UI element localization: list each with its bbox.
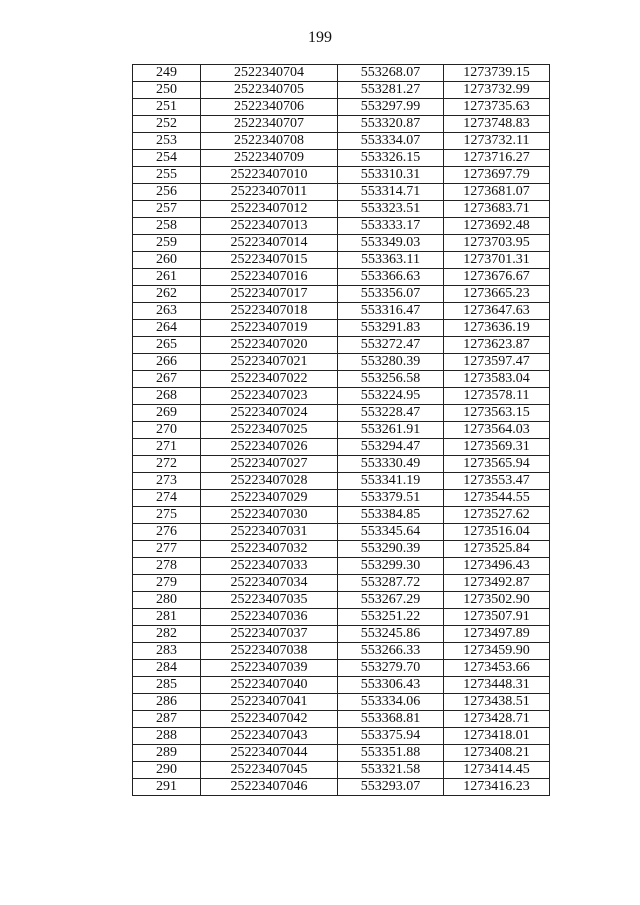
- table-row: [133, 626, 550, 643]
- x-coordinate-cell: 553341.19: [338, 473, 444, 490]
- table-body: [133, 65, 550, 796]
- row-number-cell: 257: [133, 201, 201, 218]
- y-coordinate-cell: 1273597.47: [444, 354, 550, 371]
- x-coordinate-cell: 553363.11: [338, 252, 444, 269]
- y-coordinate-cell: 1273553.47: [444, 473, 550, 490]
- point-id-cell: 2522340706: [201, 99, 338, 116]
- table-row: [133, 133, 550, 150]
- point-id-cell: 25223407041: [201, 694, 338, 711]
- row-number-cell: 288: [133, 728, 201, 745]
- point-id-cell: 25223407016: [201, 269, 338, 286]
- y-coordinate-cell: 1273453.66: [444, 660, 550, 677]
- point-id-cell: 2522340704: [201, 65, 338, 82]
- x-coordinate-cell: 553314.71: [338, 184, 444, 201]
- y-coordinate-cell: 1273578.11: [444, 388, 550, 405]
- x-coordinate-cell: 553326.15: [338, 150, 444, 167]
- row-number-cell: 265: [133, 337, 201, 354]
- row-number-cell: 267: [133, 371, 201, 388]
- row-number-cell: 255: [133, 167, 201, 184]
- x-coordinate-cell: 553251.22: [338, 609, 444, 626]
- point-id-cell: 25223407014: [201, 235, 338, 252]
- table-row: [133, 320, 550, 337]
- table-row: [133, 99, 550, 116]
- table-row: [133, 388, 550, 405]
- table-row: [133, 252, 550, 269]
- table-row: [133, 643, 550, 660]
- table-row: [133, 456, 550, 473]
- table-row: [133, 150, 550, 167]
- row-number-cell: 252: [133, 116, 201, 133]
- y-coordinate-cell: 1273732.99: [444, 82, 550, 99]
- y-coordinate-cell: 1273676.67: [444, 269, 550, 286]
- x-coordinate-cell: 553384.85: [338, 507, 444, 524]
- row-number-cell: 279: [133, 575, 201, 592]
- x-coordinate-cell: 553330.49: [338, 456, 444, 473]
- y-coordinate-cell: 1273448.31: [444, 677, 550, 694]
- table-row: [133, 541, 550, 558]
- table-row: [133, 745, 550, 762]
- point-id-cell: 25223407035: [201, 592, 338, 609]
- point-id-cell: 2522340707: [201, 116, 338, 133]
- row-number-cell: 260: [133, 252, 201, 269]
- y-coordinate-cell: 1273525.84: [444, 541, 550, 558]
- point-id-cell: 25223407018: [201, 303, 338, 320]
- point-id-cell: 25223407028: [201, 473, 338, 490]
- y-coordinate-cell: 1273716.27: [444, 150, 550, 167]
- x-coordinate-cell: 553316.47: [338, 303, 444, 320]
- x-coordinate-cell: 553293.07: [338, 779, 444, 796]
- x-coordinate-cell: 553320.87: [338, 116, 444, 133]
- row-number-cell: 266: [133, 354, 201, 371]
- y-coordinate-cell: 1273418.01: [444, 728, 550, 745]
- y-coordinate-cell: 1273416.23: [444, 779, 550, 796]
- row-number-cell: 270: [133, 422, 201, 439]
- row-number-cell: 250: [133, 82, 201, 99]
- y-coordinate-cell: 1273701.31: [444, 252, 550, 269]
- table-row: [133, 184, 550, 201]
- row-number-cell: 269: [133, 405, 201, 422]
- table-row: [133, 269, 550, 286]
- table-row: [133, 235, 550, 252]
- x-coordinate-cell: 553266.33: [338, 643, 444, 660]
- point-id-cell: 25223407020: [201, 337, 338, 354]
- page-number: 199: [308, 29, 332, 46]
- x-coordinate-cell: 553375.94: [338, 728, 444, 745]
- row-number-cell: 262: [133, 286, 201, 303]
- x-coordinate-cell: 553281.27: [338, 82, 444, 99]
- y-coordinate-cell: 1273492.87: [444, 575, 550, 592]
- y-coordinate-cell: 1273438.51: [444, 694, 550, 711]
- y-coordinate-cell: 1273739.15: [444, 65, 550, 82]
- row-number-cell: 281: [133, 609, 201, 626]
- row-number-cell: 256: [133, 184, 201, 201]
- row-number-cell: 284: [133, 660, 201, 677]
- y-coordinate-cell: 1273563.15: [444, 405, 550, 422]
- x-coordinate-cell: 553290.39: [338, 541, 444, 558]
- row-number-cell: 274: [133, 490, 201, 507]
- table-row: [133, 660, 550, 677]
- table-row: [133, 694, 550, 711]
- y-coordinate-cell: 1273735.63: [444, 99, 550, 116]
- row-number-cell: 290: [133, 762, 201, 779]
- x-coordinate-cell: 553334.06: [338, 694, 444, 711]
- y-coordinate-cell: 1273748.83: [444, 116, 550, 133]
- point-id-cell: 25223407045: [201, 762, 338, 779]
- x-coordinate-cell: 553224.95: [338, 388, 444, 405]
- table-row: [133, 473, 550, 490]
- x-coordinate-cell: 553280.39: [338, 354, 444, 371]
- point-id-cell: 25223407013: [201, 218, 338, 235]
- row-number-cell: 283: [133, 643, 201, 660]
- point-id-cell: 25223407032: [201, 541, 338, 558]
- row-number-cell: 261: [133, 269, 201, 286]
- point-id-cell: 25223407023: [201, 388, 338, 405]
- point-id-cell: 25223407031: [201, 524, 338, 541]
- point-id-cell: 25223407033: [201, 558, 338, 575]
- y-coordinate-cell: 1273428.71: [444, 711, 550, 728]
- table-row: [133, 711, 550, 728]
- y-coordinate-cell: 1273516.04: [444, 524, 550, 541]
- point-id-cell: 2522340705: [201, 82, 338, 99]
- row-number-cell: 280: [133, 592, 201, 609]
- y-coordinate-cell: 1273527.62: [444, 507, 550, 524]
- x-coordinate-cell: 553299.30: [338, 558, 444, 575]
- x-coordinate-cell: 553334.07: [338, 133, 444, 150]
- point-id-cell: 25223407043: [201, 728, 338, 745]
- y-coordinate-cell: 1273565.94: [444, 456, 550, 473]
- row-number-cell: 286: [133, 694, 201, 711]
- table-row: [133, 354, 550, 371]
- table-row: [133, 609, 550, 626]
- x-coordinate-cell: 553345.64: [338, 524, 444, 541]
- y-coordinate-cell: 1273569.31: [444, 439, 550, 456]
- x-coordinate-cell: 553228.47: [338, 405, 444, 422]
- point-id-cell: 25223407034: [201, 575, 338, 592]
- row-number-cell: 263: [133, 303, 201, 320]
- y-coordinate-cell: 1273502.90: [444, 592, 550, 609]
- row-number-cell: 282: [133, 626, 201, 643]
- point-id-cell: 25223407037: [201, 626, 338, 643]
- x-coordinate-cell: 553261.91: [338, 422, 444, 439]
- x-coordinate-cell: 553333.17: [338, 218, 444, 235]
- point-id-cell: 25223407011: [201, 184, 338, 201]
- y-coordinate-cell: 1273692.48: [444, 218, 550, 235]
- row-number-cell: 251: [133, 99, 201, 116]
- point-id-cell: 25223407026: [201, 439, 338, 456]
- x-coordinate-cell: 553349.03: [338, 235, 444, 252]
- y-coordinate-cell: 1273647.63: [444, 303, 550, 320]
- point-id-cell: 25223407044: [201, 745, 338, 762]
- y-coordinate-cell: 1273507.91: [444, 609, 550, 626]
- y-coordinate-cell: 1273703.95: [444, 235, 550, 252]
- table-row: [133, 422, 550, 439]
- row-number-cell: 273: [133, 473, 201, 490]
- table-row: [133, 303, 550, 320]
- row-number-cell: 249: [133, 65, 201, 82]
- x-coordinate-cell: 553256.58: [338, 371, 444, 388]
- table-row: [133, 65, 550, 82]
- y-coordinate-cell: 1273459.90: [444, 643, 550, 660]
- x-coordinate-cell: 553291.83: [338, 320, 444, 337]
- x-coordinate-cell: 553368.81: [338, 711, 444, 728]
- x-coordinate-cell: 553379.51: [338, 490, 444, 507]
- x-coordinate-cell: 553268.07: [338, 65, 444, 82]
- table-row: [133, 405, 550, 422]
- row-number-cell: 272: [133, 456, 201, 473]
- x-coordinate-cell: 553279.70: [338, 660, 444, 677]
- row-number-cell: 278: [133, 558, 201, 575]
- x-coordinate-cell: 553366.63: [338, 269, 444, 286]
- x-coordinate-cell: 553323.51: [338, 201, 444, 218]
- table-row: [133, 490, 550, 507]
- y-coordinate-cell: 1273497.89: [444, 626, 550, 643]
- coordinates-table: [132, 64, 550, 796]
- point-id-cell: 25223407036: [201, 609, 338, 626]
- table-row: [133, 286, 550, 303]
- point-id-cell: 2522340709: [201, 150, 338, 167]
- table-row: [133, 371, 550, 388]
- row-number-cell: 254: [133, 150, 201, 167]
- table-row: [133, 201, 550, 218]
- point-id-cell: 25223407024: [201, 405, 338, 422]
- table-row: [133, 575, 550, 592]
- row-number-cell: 291: [133, 779, 201, 796]
- row-number-cell: 268: [133, 388, 201, 405]
- row-number-cell: 277: [133, 541, 201, 558]
- x-coordinate-cell: 553267.29: [338, 592, 444, 609]
- table-row: [133, 337, 550, 354]
- row-number-cell: 276: [133, 524, 201, 541]
- y-coordinate-cell: 1273408.21: [444, 745, 550, 762]
- point-id-cell: 25223407019: [201, 320, 338, 337]
- x-coordinate-cell: 553356.07: [338, 286, 444, 303]
- point-id-cell: 25223407029: [201, 490, 338, 507]
- point-id-cell: 25223407042: [201, 711, 338, 728]
- table-row: [133, 592, 550, 609]
- table-row: [133, 507, 550, 524]
- table-row: [133, 167, 550, 184]
- x-coordinate-cell: 553310.31: [338, 167, 444, 184]
- row-number-cell: 285: [133, 677, 201, 694]
- x-coordinate-cell: 553272.47: [338, 337, 444, 354]
- x-coordinate-cell: 553294.47: [338, 439, 444, 456]
- x-coordinate-cell: 553321.58: [338, 762, 444, 779]
- table-row: [133, 728, 550, 745]
- y-coordinate-cell: 1273544.55: [444, 490, 550, 507]
- y-coordinate-cell: 1273697.79: [444, 167, 550, 184]
- point-id-cell: 25223407030: [201, 507, 338, 524]
- table-row: [133, 558, 550, 575]
- point-id-cell: 25223407027: [201, 456, 338, 473]
- point-id-cell: 25223407015: [201, 252, 338, 269]
- y-coordinate-cell: 1273681.07: [444, 184, 550, 201]
- table-row: [133, 677, 550, 694]
- table-row: [133, 82, 550, 99]
- point-id-cell: 25223407039: [201, 660, 338, 677]
- point-id-cell: 25223407046: [201, 779, 338, 796]
- row-number-cell: 259: [133, 235, 201, 252]
- point-id-cell: 25223407025: [201, 422, 338, 439]
- y-coordinate-cell: 1273623.87: [444, 337, 550, 354]
- x-coordinate-cell: 553306.43: [338, 677, 444, 694]
- point-id-cell: 25223407012: [201, 201, 338, 218]
- y-coordinate-cell: 1273564.03: [444, 422, 550, 439]
- point-id-cell: 25223407010: [201, 167, 338, 184]
- point-id-cell: 2522340708: [201, 133, 338, 150]
- table-row: [133, 779, 550, 796]
- y-coordinate-cell: 1273732.11: [444, 133, 550, 150]
- y-coordinate-cell: 1273665.23: [444, 286, 550, 303]
- table-row: [133, 524, 550, 541]
- y-coordinate-cell: 1273496.43: [444, 558, 550, 575]
- point-id-cell: 25223407040: [201, 677, 338, 694]
- x-coordinate-cell: 553351.88: [338, 745, 444, 762]
- y-coordinate-cell: 1273583.04: [444, 371, 550, 388]
- y-coordinate-cell: 1273414.45: [444, 762, 550, 779]
- point-id-cell: 25223407022: [201, 371, 338, 388]
- y-coordinate-cell: 1273636.19: [444, 320, 550, 337]
- table-row: [133, 218, 550, 235]
- x-coordinate-cell: 553287.72: [338, 575, 444, 592]
- point-id-cell: 25223407021: [201, 354, 338, 371]
- point-id-cell: 25223407038: [201, 643, 338, 660]
- row-number-cell: 271: [133, 439, 201, 456]
- x-coordinate-cell: 553245.86: [338, 626, 444, 643]
- table-row: [133, 116, 550, 133]
- table-row: [133, 762, 550, 779]
- row-number-cell: 253: [133, 133, 201, 150]
- row-number-cell: 289: [133, 745, 201, 762]
- row-number-cell: 258: [133, 218, 201, 235]
- row-number-cell: 264: [133, 320, 201, 337]
- point-id-cell: 25223407017: [201, 286, 338, 303]
- table-row: [133, 439, 550, 456]
- row-number-cell: 287: [133, 711, 201, 728]
- x-coordinate-cell: 553297.99: [338, 99, 444, 116]
- y-coordinate-cell: 1273683.71: [444, 201, 550, 218]
- row-number-cell: 275: [133, 507, 201, 524]
